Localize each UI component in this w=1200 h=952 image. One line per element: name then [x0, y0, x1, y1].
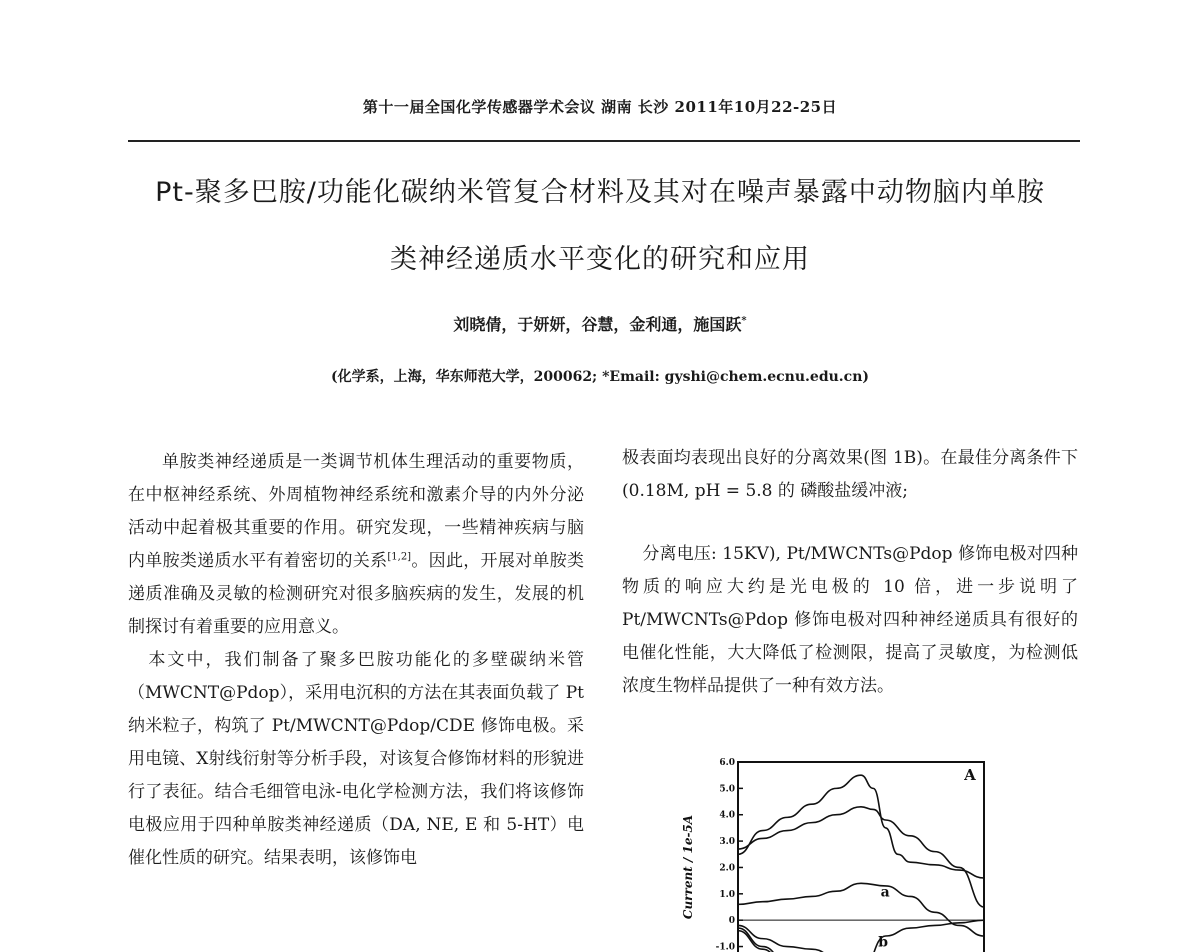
series-line-c [738, 928, 984, 952]
series-line-a [738, 883, 984, 936]
chart-labels [878, 766, 976, 952]
conference-header: 第十一届全国化学传感器学术会议 湖南 长沙 2011年10月22-25日 [362, 98, 838, 116]
paragraph-separation: 极表面均表现出良好的分离效果(图 1B)。在最佳分离条件下 (0.18M, pH = 5.8 的 磷酸盐缓冲液; [622, 448, 1078, 501]
header-rule [128, 140, 1080, 142]
paper-title-line1: Pt-聚多巴胺/功能化碳纳米管复合材料及其对在噪声暴露中动物脑内单胺 [155, 177, 1045, 208]
chart-curves [738, 775, 984, 952]
citation: [1,2] [387, 551, 412, 563]
curve-label-b: b [878, 934, 889, 951]
paragraph-conclusion: 分离电压: 15KV), Pt/MWCNTs@Pdop 修饰电极对四种物质的响应大约是光电极的 10 倍，进一步说明了 Pt/MWCNTs@Pdop 修饰电极对四种神经递质具有很好的电催化性能，大大降低了检测限，提高了灵敏度，为检测低浓度生物样品提供了一种有效方法。 [622, 544, 1078, 696]
corresponding-mark: * [741, 315, 747, 327]
intro-text: 单胺类神经递质是一类调节机体生理活动的重要物质，在中枢神经系统、外周植物神经系统和激素介导的内外分泌活动中起着极其重要的作用。研究发现，一些精神疾病与脑内单胺类递质水平有着密切的关系 [128, 452, 584, 571]
y-tick-label: 6.0 [719, 758, 735, 768]
y-tick-label: 5.0 [719, 784, 735, 795]
y-tick-label: 0 [728, 916, 735, 927]
series-line-curve-peak [738, 775, 984, 878]
y-tick-label: 2.0 [719, 863, 735, 874]
curve-label-a: a [880, 884, 890, 901]
series-line-d [738, 931, 984, 952]
chart-ticks [681, 758, 743, 952]
panel-label: A [964, 766, 976, 784]
y-axis-label: Current / 1e-5A [681, 814, 695, 920]
y-tick-label: 3.0 [719, 837, 735, 848]
paper-title-line2: 类神经递质水平变化的研究和应用 [390, 244, 810, 275]
y-tick-label: 1.0 [719, 889, 735, 900]
y-tick-label: 4.0 [719, 810, 735, 821]
affiliation: (化学系，上海，华东师范大学，200062; *Email: gyshi@chem.ecnu.edu.cn) [330, 369, 869, 385]
author-names: 刘晓倩，于妍妍，谷慧，金利通，施国跃 [453, 315, 742, 334]
author-list [0, 312, 1200, 335]
paragraph-intro [128, 446, 584, 644]
y-tick-label: -1.0 [715, 942, 735, 952]
series-line-b [738, 920, 984, 952]
intro-text-end: 。因此，开展对单胺类递质准确及灵敏的检测研究对很多脑疾病的发生，发展的机制探讨有着重要的应用意义。 [128, 551, 585, 637]
left-column [128, 446, 584, 875]
paragraph-methods: 本文中，我们制备了聚多巴胺功能化的多壁碳纳米管（MWCNT@Pdop），采用电沉积的方法在其表面负载了 Pt 纳米粒子，构筑了 Pt/MWCNT@Pdop/CDE 修饰电极。采用电镜、X射线衍射等分析手段，对该复合修饰材料的形貌进行了表征。结合毛细管电泳-电化学检测方法，我们将该修饰电极应用于四种单胺类神经递质（DA, NE, E 和 5-HT）电催化性质的研究。结果表明，该修饰电 [128, 650, 584, 868]
right-column [622, 442, 1078, 703]
series-line-curve-top [738, 807, 984, 907]
cv-figure [672, 752, 1002, 952]
